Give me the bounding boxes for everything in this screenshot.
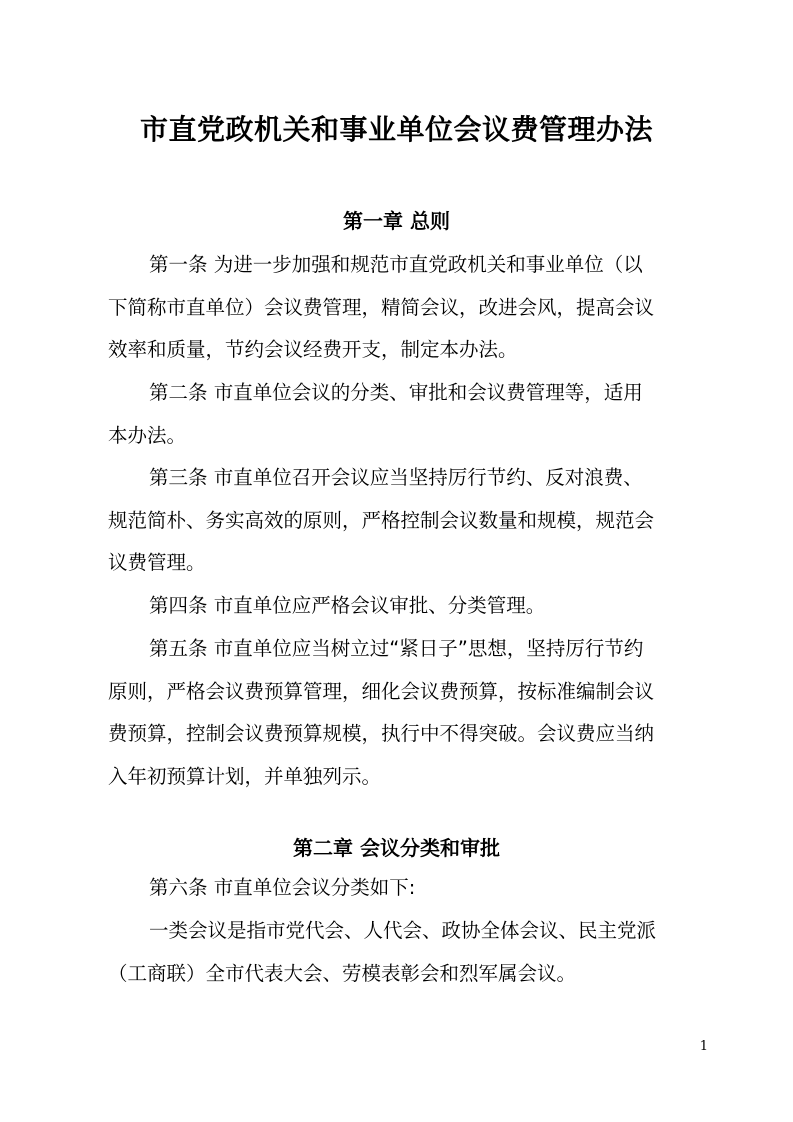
article-line: 第六条 市直单位会议分类如下: xyxy=(149,876,416,899)
chapter-heading-2: 第二章 会议分类和审批 xyxy=(293,836,500,860)
document-title: 市直党政机关和事业单位会议费管理办法 xyxy=(139,113,653,146)
article-2 xyxy=(108,372,698,457)
article-line: 规范简朴、务实高效的原则，严格控制会议数量和规模，规范会 xyxy=(108,508,655,532)
article-line: 第一条 为进一步加强和规范市直党政机关和事业单位（以 xyxy=(149,253,643,276)
page-number: 1 xyxy=(699,1039,708,1054)
article-4 xyxy=(108,585,698,628)
article-line: 第五条 市直单位应当树立过“紧日子”思想，坚持厉行节约 xyxy=(149,637,644,660)
article-line: 一类会议是指市党代会、人代会、政协全体会议、民主党派 xyxy=(149,919,657,942)
article-6-item-1 xyxy=(108,910,698,995)
chapter-heading-1: 第一章 总则 xyxy=(343,209,450,233)
article-line: （工商联）全市代表大会、劳模表彰会和烈军属会议。 xyxy=(108,961,577,985)
article-1 xyxy=(108,244,698,372)
article-line: 入年初预算计划，并单独列示。 xyxy=(108,764,382,788)
article-line: 效率和质量，节约会议经费开支，制定本办法。 xyxy=(108,338,518,362)
article-line: 第二条 市直单位会议的分类、审批和会议费管理等，适用 xyxy=(149,381,643,404)
article-line: 下简称市直单位）会议费管理，精简会议，改进会风，提高会议 xyxy=(108,295,655,319)
article-5 xyxy=(108,628,698,798)
article-line: 第三条 市直单位召开会议应当坚持厉行节约、反对浪费、 xyxy=(149,466,643,489)
article-line: 原则，严格会议费预算管理，细化会议费预算，按标准编制会议 xyxy=(108,679,655,703)
article-line: 费预算，控制会议费预算规模，执行中不得突破。会议费应当纳 xyxy=(108,722,655,746)
article-6 xyxy=(108,867,698,910)
article-line: 议费管理。 xyxy=(108,551,206,575)
article-line: 第四条 市直单位应严格会议审批、分类管理。 xyxy=(149,594,546,617)
article-3 xyxy=(108,457,698,585)
article-line: 本办法。 xyxy=(108,423,187,447)
